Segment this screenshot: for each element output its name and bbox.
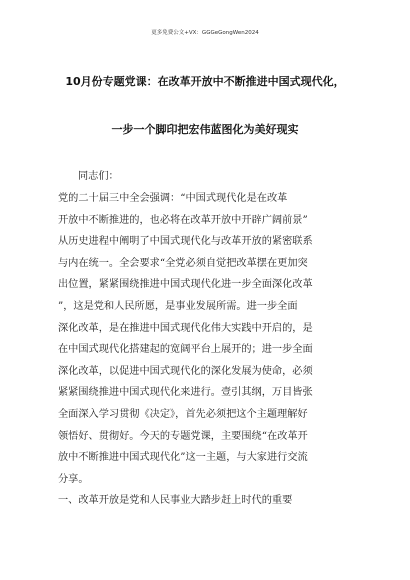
body-line: ”，这是党和人民所愿，是事业发展所需。进一步全面 <box>58 300 298 312</box>
body-line: 开放中不断推进的，也必将在改革开放中开辟广阔前景” <box>58 214 308 226</box>
body-line: 从历史进程中阐明了中国式现代化与改革开放的紧密联系 <box>58 236 313 248</box>
body-line: 党的二十届三中全会强调：“中国式现代化是在改革 <box>58 193 288 204</box>
header-note: 更多免费公文+VX：GGGeGongWen2024 <box>151 30 259 36</box>
body-line: 一、改革开放是党和人民事业大踏步赶上时代的重要 <box>58 495 293 507</box>
body-line: 在中国式现代化搭建起的宽阔平台上展开的；进一步全面 <box>58 344 313 356</box>
body-line: 紧紧围绕推进中国式现代化来进行。壹引其纲，万目皆张 <box>58 387 313 399</box>
document-title-line-2: 一步一个脚印把宏伟蓝图化为美好现实 <box>111 123 299 136</box>
body-line: 领悟好、贯彻好。今天的专题党课，主要围绕“在改革开 <box>58 430 308 442</box>
body-paragraph <box>58 188 350 512</box>
body-line: 深化改革，是在推进中国式现代化伟大实践中开启的，是 <box>58 322 313 334</box>
body-line: 出位置，紧紧围绕推进中国式现代化进一步全面深化改革 <box>58 279 313 291</box>
greeting: 同志们： <box>78 171 119 182</box>
body-line: 深化改革，以促进中国式现代化的深化发展为使命，必须 <box>58 365 313 377</box>
body-line: 分享。 <box>58 473 89 485</box>
body-line: 放中不断推进中国式现代化”这一主题，与大家进行交流 <box>58 452 308 464</box>
body-line: 全面深入学习贯彻《决定》，首先必须把这个主题理解好 <box>58 408 308 420</box>
body-line: 与内在统一。全会要求“全党必须自觉把改革摆在更加突 <box>58 257 308 269</box>
document-title-line-1: 10月份专题党课：在改革开放中不断推进中国式现代化， <box>65 75 345 88</box>
